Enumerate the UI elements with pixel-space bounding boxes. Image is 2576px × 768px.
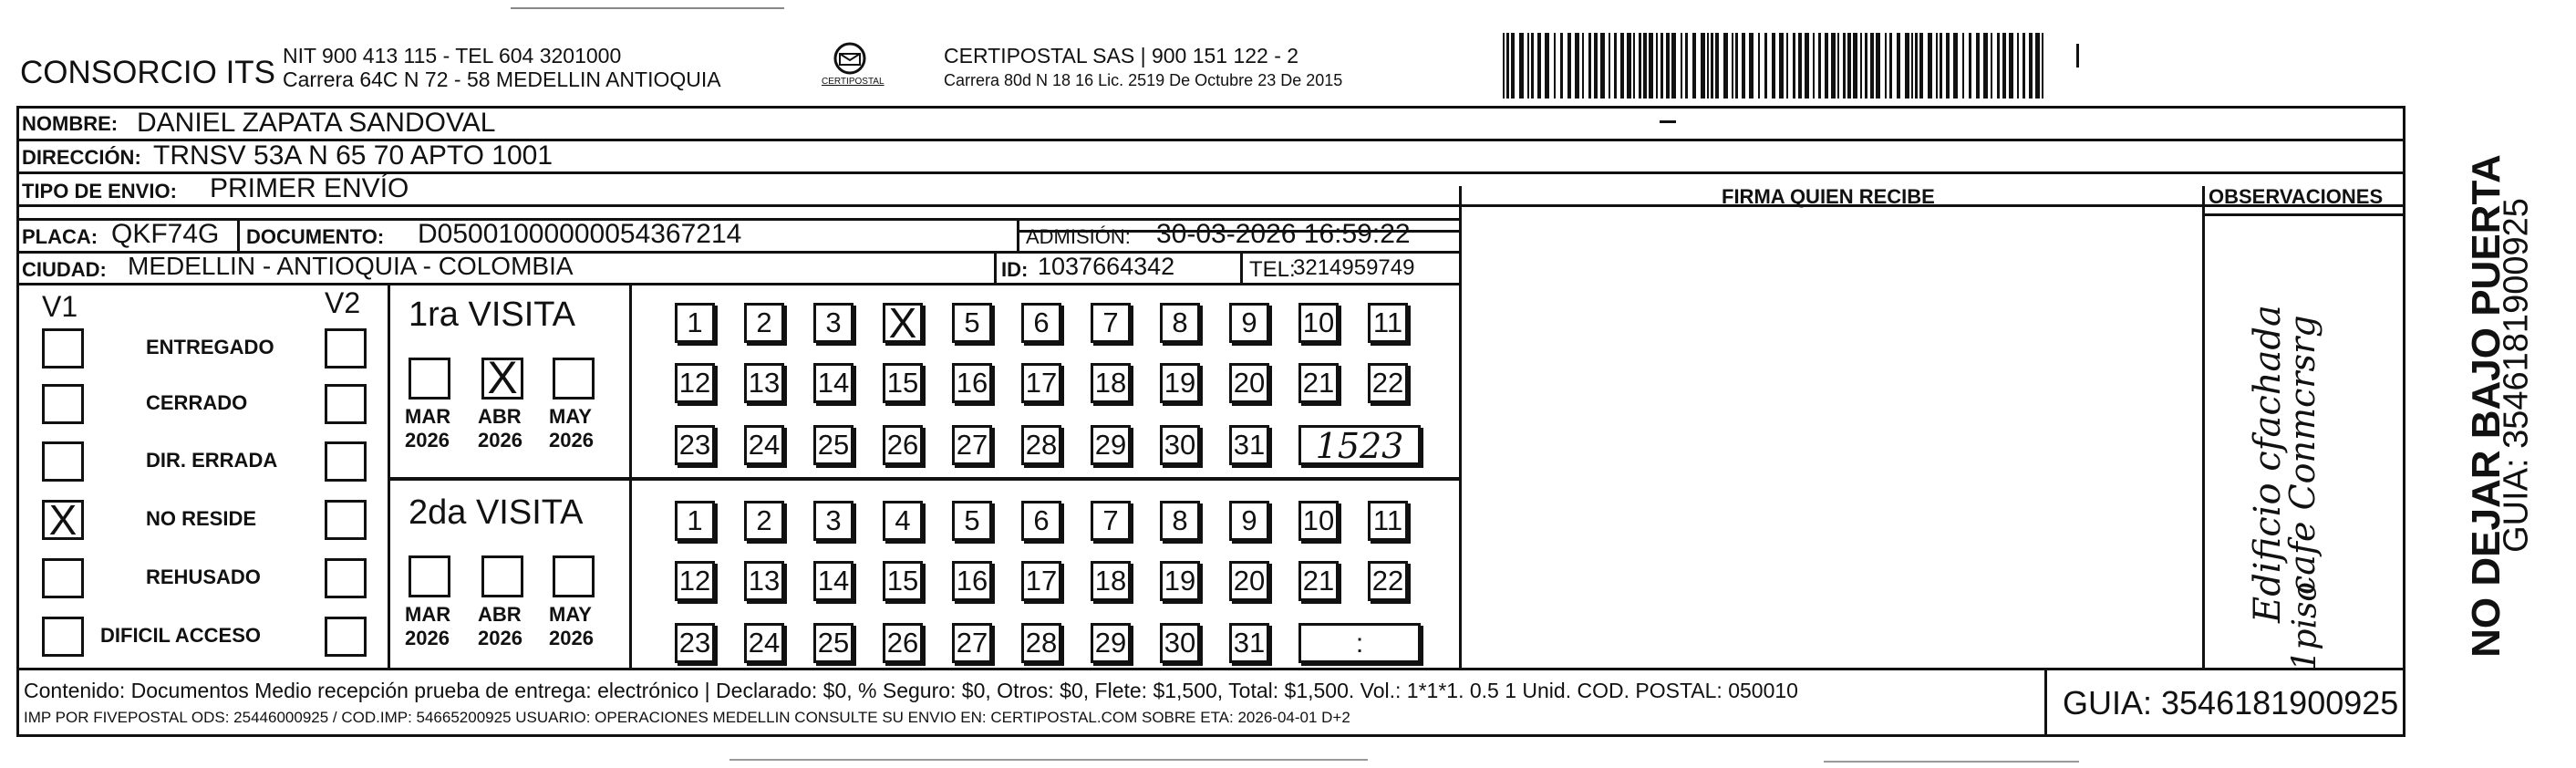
barcode-bar xyxy=(1711,33,1713,99)
barcode-bar xyxy=(1997,33,2000,99)
side-no-dejar: NO DEJAR BAJO PUERTA xyxy=(2464,154,2509,658)
barcode-bar xyxy=(2023,33,2025,99)
certipostal-license: Carrera 80d N 18 16 Lic. 2519 De Octubre 23 De 2015 xyxy=(944,71,1343,89)
barcode-bar xyxy=(1685,33,1688,99)
barcode-bar xyxy=(2035,33,2040,99)
barcode-bar xyxy=(1582,33,1584,99)
barcode xyxy=(1503,33,2050,99)
day-box[interactable]: 15 xyxy=(883,561,923,601)
v2-checkbox[interactable] xyxy=(325,328,367,368)
month-label: MAR xyxy=(405,405,451,428)
hour-box[interactable]: : xyxy=(1298,623,1421,663)
barcode-bar xyxy=(1600,33,1605,99)
day-box[interactable]: 6 xyxy=(1021,303,1061,343)
documento-value: D05001000000054367214 xyxy=(418,219,742,249)
day-box[interactable]: 10 xyxy=(1298,501,1339,541)
barcode-bar xyxy=(1575,33,1579,99)
month-year: 2026 xyxy=(478,627,522,649)
day-box[interactable]: 13 xyxy=(744,561,784,601)
day-box[interactable]: 11 xyxy=(1368,501,1408,541)
day-box[interactable]: 14 xyxy=(813,561,853,601)
envelope-icon xyxy=(816,40,885,95)
v2-checkbox[interactable] xyxy=(325,441,367,482)
month-year: 2026 xyxy=(405,429,450,451)
nombre-value: DANIEL ZAPATA SANDOVAL xyxy=(137,108,496,138)
barcode-bar xyxy=(1643,33,1647,99)
day-box[interactable]: 7 xyxy=(1091,501,1131,541)
v1-checkbox[interactable] xyxy=(42,441,84,482)
day-box[interactable]: 8 xyxy=(1160,303,1200,343)
day-box[interactable]: 23 xyxy=(675,623,715,663)
v1-checkbox[interactable] xyxy=(42,617,84,657)
footer-guia: GUIA: 3546181900925 xyxy=(2063,684,2399,721)
col-line xyxy=(1459,186,1462,668)
barcode-bar xyxy=(2009,33,2013,99)
footer-col-line xyxy=(2044,668,2047,737)
certipostal-nit: CERTIPOSTAL SAS | 900 151 122 - 2 xyxy=(944,44,1299,67)
obs-line-1: Edificio cfachada xyxy=(2247,305,2289,623)
day-box[interactable]: 26 xyxy=(883,623,923,663)
day-box[interactable]: 27 xyxy=(952,623,992,663)
barcode-bar xyxy=(1940,33,1942,99)
month-year: 2026 xyxy=(549,429,594,451)
ciudad-label: CIUDAD: xyxy=(22,258,107,281)
barcode-bar xyxy=(1545,33,1549,99)
day-box[interactable]: 19 xyxy=(1160,363,1200,403)
day-box[interactable]: 17 xyxy=(1021,561,1061,601)
day-box[interactable]: 30 xyxy=(1160,623,1200,663)
day-box[interactable]: 21 xyxy=(1298,363,1339,403)
company-nit: NIT 900 413 115 - TEL 604 3201000 xyxy=(283,44,622,67)
barcode-bar xyxy=(1946,33,1950,99)
barcode-bar xyxy=(1749,33,1754,99)
day-box[interactable]: 31 xyxy=(1229,623,1269,663)
col-line xyxy=(1240,251,1243,284)
barcode-bar xyxy=(1962,33,1964,99)
barcode-bar xyxy=(1732,33,1733,99)
placa-label: PLACA: xyxy=(22,225,98,248)
col-line xyxy=(2403,106,2405,737)
month-year: 2026 xyxy=(405,627,450,649)
day-box[interactable]: 25 xyxy=(813,623,853,663)
day-box[interactable]: 1 xyxy=(675,501,715,541)
visits-divider xyxy=(388,477,1459,481)
barcode-bar xyxy=(1707,33,1709,99)
barcode-bar xyxy=(1660,33,1663,99)
col-line xyxy=(1017,218,1019,251)
obs-line-3: 1piso xyxy=(2286,581,2324,671)
barcode-bar xyxy=(1847,33,1851,99)
barcode-bar xyxy=(1928,33,1932,99)
day-box[interactable]: 11 xyxy=(1368,303,1408,343)
obs-header-line xyxy=(2202,213,2405,216)
footer-contenido: Contenido: Documentos Medio recepción prueba de entrega: electrónico | Declarado: $0, % Seguro: $0, Otros: $0, Flete: $1,500, Total: $1,500. Vol.: 1*1*1. 0.5 1 Unid. COD. POSTAL: 050010 xyxy=(24,679,1798,702)
v2-label: V2 xyxy=(325,286,361,319)
tel-label: TEL: xyxy=(1249,257,1296,282)
day-box[interactable]: 5 xyxy=(952,303,992,343)
day-box-checked[interactable] xyxy=(883,299,923,347)
barcode-bar xyxy=(1831,33,1836,99)
day-box[interactable]: 4 xyxy=(883,501,923,541)
v2-checkbox[interactable] xyxy=(325,558,367,598)
day-box[interactable]: 7 xyxy=(1091,303,1131,343)
barcode-bar xyxy=(1798,33,1802,99)
day-box[interactable]: 28 xyxy=(1021,425,1061,465)
obs-line-2: cafe Conmcrsrg xyxy=(2282,315,2323,595)
day-box[interactable]: 28 xyxy=(1021,623,1061,663)
barcode-bar xyxy=(1633,33,1635,99)
tipo-envio-label: TIPO DE ENVIO: xyxy=(22,180,177,202)
hour-box[interactable]: 1523 xyxy=(1298,425,1421,465)
day-box[interactable]: 22 xyxy=(1368,363,1408,403)
barcode-bar xyxy=(2002,33,2006,99)
admision-label: ADMISIÓN: xyxy=(1026,225,1131,248)
day-box[interactable]: 17 xyxy=(1021,363,1061,403)
barcode-bar xyxy=(1656,33,1658,99)
v1-label: V1 xyxy=(42,290,78,323)
v2-checkbox[interactable] xyxy=(325,384,367,424)
month-label: MAY xyxy=(549,603,592,626)
month-label: ABR xyxy=(478,603,522,626)
barcode-bar xyxy=(1976,33,1980,99)
day-box[interactable]: 29 xyxy=(1091,623,1131,663)
day-box[interactable]: 5 xyxy=(952,501,992,541)
month-checkbox[interactable] xyxy=(553,555,595,597)
barcode-bar xyxy=(1919,33,1923,99)
day-box[interactable]: 22 xyxy=(1368,561,1408,601)
tipo-envio-value: PRIMER ENVÍO xyxy=(210,173,409,203)
barcode-bar xyxy=(1681,33,1682,99)
placa-value: QKF74G xyxy=(111,219,220,249)
day-box[interactable]: 12 xyxy=(675,561,715,601)
barcode-bar xyxy=(2017,33,2019,99)
day-box[interactable]: 31 xyxy=(1229,425,1269,465)
barcode-bar xyxy=(1953,33,1958,99)
month-label: ABR xyxy=(478,405,522,428)
side-guia: GUIA: 3546181900925 xyxy=(2497,198,2536,553)
month-label: MAR xyxy=(405,603,451,626)
barcode-bar xyxy=(1627,33,1631,99)
barcode-bar xyxy=(1671,33,1676,99)
barcode-bar xyxy=(1666,33,1670,99)
barcode-bar xyxy=(1742,33,1745,99)
day-box[interactable]: 21 xyxy=(1298,561,1339,601)
tel-value: 3214959749 xyxy=(1293,255,1415,280)
barcode-bar xyxy=(1554,33,1556,99)
v1-checkbox[interactable] xyxy=(42,328,84,368)
barcode-bar xyxy=(1991,33,1992,99)
footer-imp: IMP POR FIVEPOSTAL ODS: 25446000925 / COD.IMP: 54665200925 USUARIO: OPERACIONES MEDELLIN CONSULTE SU ENVIO EN: CERTIPOSTAL.COM SOBRE ETA: 2026-04-01 D+2 xyxy=(24,709,1350,726)
day-box[interactable]: 30 xyxy=(1160,425,1200,465)
day-box[interactable]: 2 xyxy=(744,303,784,343)
status-label: CERRADO xyxy=(146,391,248,414)
day-box[interactable]: 24 xyxy=(744,623,784,663)
day-box[interactable]: 27 xyxy=(952,425,992,465)
id-label: ID: xyxy=(1001,258,1029,281)
barcode-bar xyxy=(1870,33,1874,99)
row-line xyxy=(16,204,1459,207)
barcode-bar xyxy=(1639,33,1641,99)
barcode-bar xyxy=(1588,33,1591,99)
barcode-bar xyxy=(1936,33,1938,99)
status-label: REHUSADO xyxy=(146,566,261,588)
ciudad-value: MEDELLIN - ANTIOQUIA - COLOMBIA xyxy=(128,252,574,280)
month-check-x-icon: X xyxy=(487,352,518,403)
barcode-bar xyxy=(1911,33,1913,99)
barcode-bar xyxy=(1837,33,1839,99)
day-box[interactable]: 3 xyxy=(813,501,853,541)
barcode-bar xyxy=(1793,33,1795,99)
barcode-bar xyxy=(1506,33,1509,99)
barcode-bar xyxy=(1983,33,1988,99)
v2-checkbox[interactable] xyxy=(325,500,367,540)
scan-mark xyxy=(729,759,1368,761)
barcode-bar xyxy=(1889,33,1892,99)
day-box[interactable]: 1 xyxy=(675,303,715,343)
barcode-bar xyxy=(1620,33,1624,99)
barcode-bar xyxy=(1860,33,1862,99)
scan-mark xyxy=(511,7,784,9)
barcode-bar xyxy=(1715,33,1719,99)
barcode-bar xyxy=(2042,33,2043,99)
barcode-bar xyxy=(1915,33,1918,99)
nombre-label: NOMBRE: xyxy=(22,112,119,135)
v1-check-x-icon: X xyxy=(48,496,78,544)
barcode-bar xyxy=(1969,33,1971,99)
observaciones-header: OBSERVACIONES xyxy=(2209,185,2384,208)
status-label: DIFICIL ACCESO xyxy=(100,624,262,647)
day-box[interactable]: 14 xyxy=(813,363,853,403)
barcode-bar xyxy=(1692,33,1696,99)
barcode-bar xyxy=(1723,33,1728,99)
id-value: 1037664342 xyxy=(1038,253,1175,280)
day-box[interactable]: 25 xyxy=(813,425,853,465)
barcode-bar xyxy=(1813,33,1815,99)
status-label: NO RESIDE xyxy=(146,507,257,530)
logo-text: CERTIPOSTAL xyxy=(822,77,885,87)
day-box[interactable]: 20 xyxy=(1229,561,1269,601)
barcode-bar xyxy=(1503,33,1505,99)
visit-title: 2da VISITA xyxy=(409,493,584,532)
day-box[interactable]: 9 xyxy=(1229,501,1269,541)
day-box[interactable]: 19 xyxy=(1160,561,1200,601)
barcode-bar xyxy=(1567,33,1571,99)
day-check-x-icon: X xyxy=(888,299,917,347)
barcode-bar xyxy=(1735,33,1738,99)
month-checkbox[interactable] xyxy=(481,555,523,597)
certipostal-logo xyxy=(816,40,885,95)
barcode-bar xyxy=(1805,33,1809,99)
barcode-bar xyxy=(1527,33,1529,99)
v1-checkbox[interactable] xyxy=(42,384,84,424)
day-box[interactable]: 23 xyxy=(675,425,715,465)
barcode-bar xyxy=(1614,33,1617,99)
barcode-bar xyxy=(1825,33,1828,99)
month-checkbox[interactable] xyxy=(409,555,450,597)
visit-title: 1ra VISITA xyxy=(409,296,576,334)
day-box[interactable]: 20 xyxy=(1229,363,1269,403)
month-checkbox[interactable] xyxy=(409,358,450,400)
barcode-bar xyxy=(1511,33,1515,99)
day-box[interactable]: 10 xyxy=(1298,303,1339,343)
barcode-bar xyxy=(1772,33,1775,99)
col-line xyxy=(994,251,997,284)
day-box[interactable]: 16 xyxy=(952,363,992,403)
month-year: 2026 xyxy=(478,429,522,451)
day-box[interactable]: 6 xyxy=(1021,501,1061,541)
day-box[interactable]: 13 xyxy=(744,363,784,403)
observaciones-handwritten xyxy=(2202,219,2403,671)
admision-value: 30-03-2026 16:59:22 xyxy=(1156,219,1411,249)
day-box[interactable]: 18 xyxy=(1091,561,1131,601)
day-box[interactable]: 24 xyxy=(744,425,784,465)
header-tick xyxy=(2076,44,2079,67)
barcode-bar xyxy=(1701,33,1705,99)
barcode-bar xyxy=(1758,33,1760,99)
barcode-bar xyxy=(1519,33,1524,99)
barcode-bar xyxy=(1531,33,1534,99)
barcode-bar xyxy=(1609,33,1610,99)
day-box[interactable]: 26 xyxy=(883,425,923,465)
company-name: CONSORCIO ITS xyxy=(20,55,276,90)
barcode-bar xyxy=(1594,33,1598,99)
barcode-bar xyxy=(1537,33,1541,99)
documento-label: DOCUMENTO: xyxy=(246,225,385,248)
col-line xyxy=(237,218,240,251)
month-label: MAY xyxy=(549,405,592,428)
day-box[interactable]: 18 xyxy=(1091,363,1131,403)
day-box[interactable]: 15 xyxy=(883,363,923,403)
barcode-bar xyxy=(1560,33,1563,99)
direccion-label: DIRECCIÓN: xyxy=(22,146,141,169)
barcode-bar xyxy=(1905,33,1909,99)
company-address: Carrera 64C N 72 - 58 MEDELLIN ANTIOQUIA xyxy=(283,67,721,91)
v2-checkbox[interactable] xyxy=(325,617,367,657)
barcode-bar xyxy=(1779,33,1784,99)
day-box[interactable]: 8 xyxy=(1160,501,1200,541)
v1-checkbox[interactable] xyxy=(42,558,84,598)
day-box[interactable]: 12 xyxy=(675,363,715,403)
barcode-bar xyxy=(1786,33,1788,99)
status-label: ENTREGADO xyxy=(146,336,274,358)
month-checkbox[interactable] xyxy=(553,358,595,400)
small-dash xyxy=(1660,120,1676,123)
day-box[interactable]: 3 xyxy=(813,303,853,343)
direccion-value: TRNSV 53A N 65 70 APTO 1001 xyxy=(153,140,553,171)
barcode-bar xyxy=(1818,33,1821,99)
barcode-bar xyxy=(1764,33,1767,99)
barcode-bar xyxy=(1885,33,1887,99)
day-box[interactable]: 9 xyxy=(1229,303,1269,343)
barcode-bar xyxy=(1897,33,1900,99)
status-label: DIR. ERRADA xyxy=(146,449,278,472)
firma-header: FIRMA QUIEN RECIBE xyxy=(1722,185,1935,208)
month-year: 2026 xyxy=(549,627,594,649)
barcode-bar xyxy=(1853,33,1857,99)
visits-left-line xyxy=(388,283,390,668)
barcode-bar xyxy=(1649,33,1653,99)
visits-month-line xyxy=(629,283,632,668)
barcode-bar xyxy=(1876,33,1880,99)
scan-mark xyxy=(1824,761,2079,763)
barcode-bar xyxy=(1865,33,1867,99)
day-box[interactable]: 16 xyxy=(952,561,992,601)
barcode-bar xyxy=(1843,33,1846,99)
barcode-bar xyxy=(2029,33,2033,99)
day-box[interactable]: 29 xyxy=(1091,425,1131,465)
day-box[interactable]: 2 xyxy=(744,501,784,541)
